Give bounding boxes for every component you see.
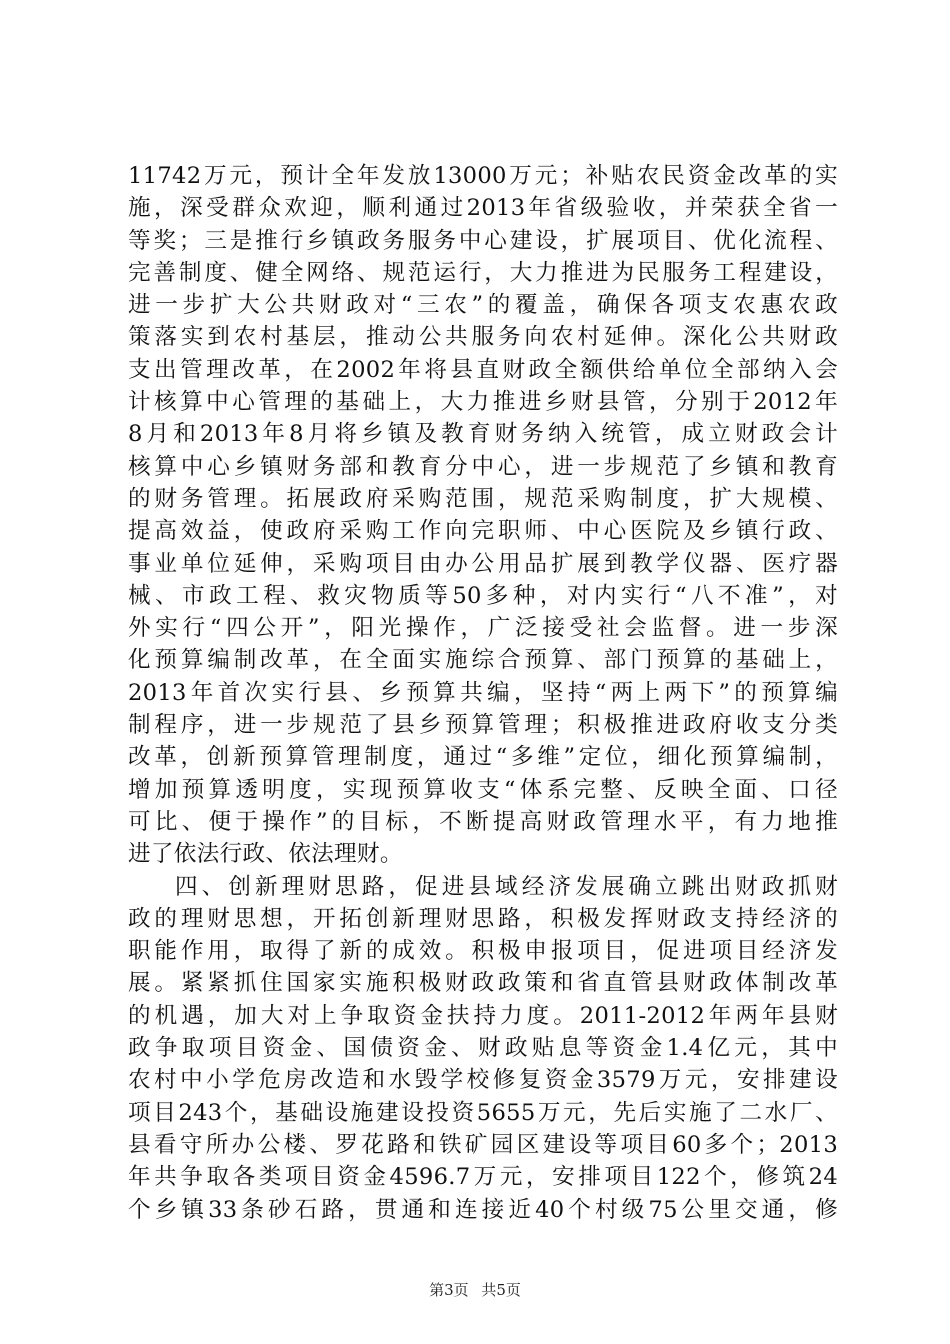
text-line: 8月和2013年8月将乡镇及教育财务纳入统管，成立财政会计	[128, 421, 838, 448]
text-line: 职能作用，取得了新的成效。积极申报项目，促进项目经济发	[128, 938, 838, 965]
text-line: 计核算中心管理的基础上，大力推进乡财县管，分别于2012年	[128, 389, 838, 416]
page-total: 共5页	[481, 1281, 521, 1299]
text-line: 农村中小学危房改造和水毁学校修复资金3579万元，安排建设	[128, 1067, 838, 1094]
text-line: 提高效益，使政府采购工作向完职师、中心医院及乡镇行政、	[128, 518, 838, 545]
page-footer	[0, 1280, 950, 1300]
text-line: 械、市政工程、救灾物质等50多种，对内实行“八不准”，对	[128, 582, 838, 609]
text-line: 完善制度、健全网络、规范运行，大力推进为民服务工程建设，	[128, 259, 838, 286]
text-line: 可比、便于操作”的目标，不断提高财政管理水平，有力地推	[128, 808, 838, 835]
text-line: 政争取项目资金、国债资金、财政贴息等资金1.4亿元，其中	[128, 1035, 838, 1062]
text-line: 等奖；三是推行乡镇政务服务中心建设，扩展项目、优化流程、	[128, 227, 838, 254]
page-number: 第3页	[429, 1281, 469, 1299]
body-text	[128, 160, 838, 1226]
text-line: 外实行“四公开”，阳光操作，广泛接受社会监督。进一步深	[128, 615, 838, 642]
text-line: 11742万元，预计全年发放13000万元；补贴农民资金改革的实	[128, 163, 838, 189]
text-line: 策落实到农村基层，推动公共服务向农村延伸。深化公共财政	[128, 324, 838, 351]
text-line: 化预算编制改革，在全面实施综合预算、部门预算的基础上，	[128, 647, 838, 674]
text-line: 项目243个，基础设施建设投资5655万元，先后实施了二水厂、	[128, 1099, 838, 1126]
text-line: 改革，创新预算管理制度，通过“多维”定位，细化预算编制，	[128, 744, 838, 771]
text-line: 县看守所办公楼、罗花路和铁矿园区建设等项目60多个；2013	[128, 1131, 838, 1158]
text-line: 增加预算透明度，实现预算收支“体系完整、反映全面、口径	[128, 776, 838, 803]
text-line: 支出管理改革，在2002年将县直财政全额供给单位全部纳入会	[128, 356, 838, 383]
text-line: 核算中心乡镇财务部和教育分中心，进一步规范了乡镇和教育	[128, 453, 838, 480]
text-line: 的财务管理。拓展政府采购范围，规范采购制度，扩大规模、	[128, 485, 838, 512]
text-line: 事业单位延伸，采购项目由办公用品扩展到教学仪器、医疗器	[128, 550, 838, 577]
text-line: 制程序，进一步规范了县乡预算管理；积极推进政府收支分类	[128, 712, 838, 739]
text-line: 的机遇，加大对上争取资金扶持力度。2011-2012年两年县财	[128, 1002, 838, 1029]
text-line: 年共争取各类项目资金4596.7万元，安排项目122个，修筑24	[128, 1164, 838, 1191]
text-line: 展。紧紧抓住国家实施积极财政政策和省直管县财政体制改革	[128, 970, 838, 997]
paragraph-start-line: 四、创新理财思路，促进县域经济发展确立跳出财政抓财	[175, 873, 838, 900]
text-line: 2013年首次实行县、乡预算共编，坚持“两上两下”的预算编	[128, 679, 838, 706]
text-line: 进一步扩大公共财政对“三农”的覆盖，确保各项支农惠农政	[128, 292, 838, 319]
text-line: 施，深受群众欢迎，顺利通过2013年省级验收，并荣获全省一	[128, 195, 838, 222]
paragraph-end-line: 进了依法行政、依法理财。	[128, 841, 403, 868]
text-line: 政的理财思想，开拓创新理财思路，积极发挥财政支持经济的	[128, 905, 838, 932]
text-line: 个乡镇33条砂石路，贯通和连接近40个村级75公里交通，修	[128, 1196, 838, 1223]
